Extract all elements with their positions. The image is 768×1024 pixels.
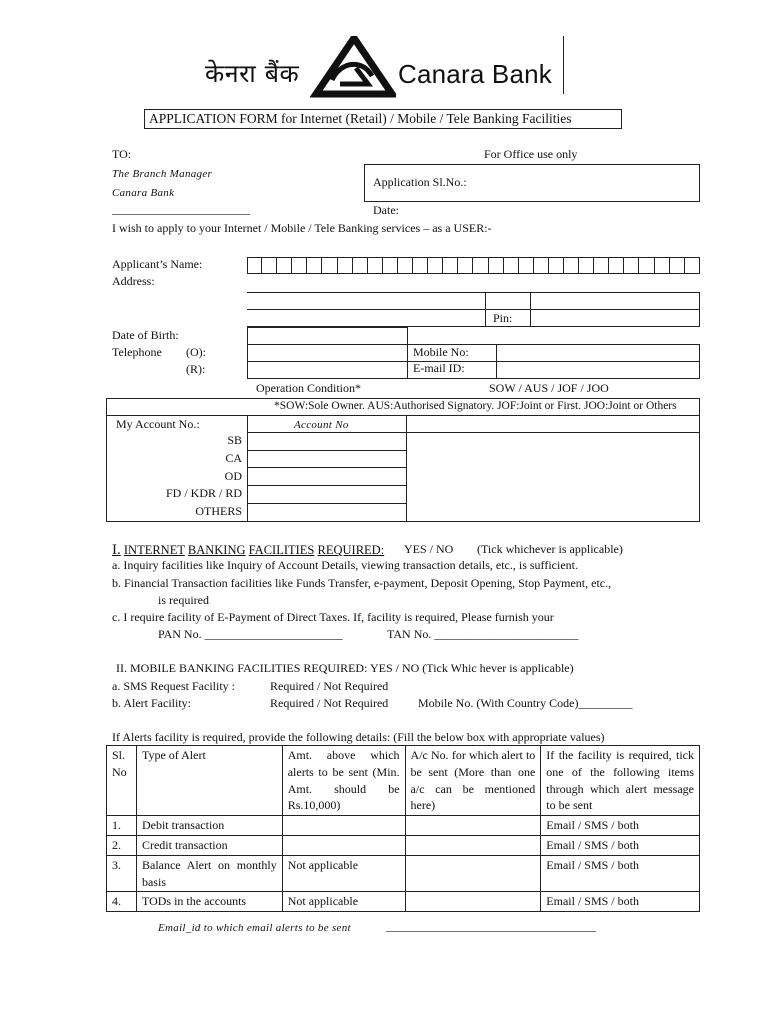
email-alerts-field[interactable]: ___________________________________ [386,919,596,933]
form-title: APPLICATION FORM for Internet (Retail) / Mobile / Tele Banking Facilities [149,111,572,126]
name-char-box[interactable] [247,257,262,274]
alerts-header-tick: If the facility is required, tick one of the following items through which alert message to be sent [541,746,700,816]
name-char-box[interactable] [639,257,654,274]
alerts-row-acno[interactable] [405,892,541,912]
alert-facility-label: b. Alert Facility: [112,696,191,710]
mobile-field[interactable] [496,344,699,361]
alerts-header-row [107,746,700,816]
name-char-box[interactable] [383,257,398,274]
name-char-box[interactable] [443,257,458,274]
name-char-box[interactable] [624,257,639,274]
account-no-field-sb[interactable] [247,432,406,450]
alerts-header-acno: A/c No. for which alert to be sent (More than one a/c can be mentioned here) [405,746,541,816]
alerts-row-channel[interactable]: Email / SMS / both [541,892,700,912]
account-type-od: OD [224,469,242,483]
applicant-name-label: Applicant’s Name: [112,257,203,271]
alerts-header-sl: Sl. No [107,746,137,816]
pan-field[interactable]: PAN No. _______________________ [158,627,343,641]
alerts-row-amt: Not applicable [282,855,405,892]
name-char-box[interactable] [262,257,277,274]
account-no-field-ca[interactable] [247,450,406,467]
applicant-name-grid[interactable] [247,257,700,274]
alerts-row-channel[interactable]: Email / SMS / both [541,855,700,892]
section1-word-banking: BANKING [187,543,246,557]
address-label: Address: [112,274,155,288]
telephone-r-label: (R): [186,362,206,376]
name-char-box[interactable] [338,257,353,274]
section1-yes-no[interactable]: YES / NO [404,542,454,556]
account-no-header: Account No [294,419,349,431]
name-char-box[interactable] [685,257,700,274]
addressee-blank[interactable]: _______________________ [112,202,250,216]
alerts-row-amt[interactable] [282,835,405,855]
application-sl-label: Application Sl.No.: [373,175,467,189]
name-char-box[interactable] [277,257,292,274]
canara-bank-logo-icon [310,36,396,98]
name-char-box[interactable] [307,257,322,274]
section1-tick-note: (Tick whichever is applicable) [477,542,623,556]
name-char-box[interactable] [473,257,488,274]
telephone-o-label: (O): [186,345,206,359]
name-char-box[interactable] [368,257,383,274]
alerts-row-type: Debit transaction [136,816,282,836]
name-char-box[interactable] [413,257,428,274]
operation-condition-label: Operation Condition* [256,381,361,395]
telephone-o-field[interactable] [247,344,407,361]
operation-footnote: *SOW:Sole Owner. AUS:Authorised Signatory. JOF:Joint or First. JOO:Joint or Others [274,400,677,412]
name-char-box[interactable] [594,257,609,274]
account-no-field-od[interactable] [247,467,406,485]
alerts-table [106,745,700,912]
alerts-header-amt: Amt. above which alerts to be sent (Min. Amt. should be Rs.10,000) [282,746,405,816]
name-char-box[interactable] [564,257,579,274]
section1-word-internet: INTERNET [123,543,185,557]
name-char-box[interactable] [609,257,624,274]
name-char-box[interactable] [398,257,413,274]
addressee-line2: Canara Bank [112,187,175,199]
mobile-label: Mobile No: [413,345,469,359]
pin-label: Pin: [493,311,513,325]
logo-english-text: Canara Bank [398,59,552,89]
dob-label: Date of Birth: [112,328,179,342]
section1-item-a: a. Inquiry facilities like Inquiry of Account Details, viewing transaction details, etc., is sufficient. [112,558,578,572]
dob-field[interactable] [247,327,407,344]
email-label: E-mail ID: [413,361,465,375]
email-field[interactable] [496,361,699,378]
alerts-row-sl: 1. [107,816,137,836]
account-no-field-fd[interactable] [247,485,406,503]
my-account-label: My Account No.: [116,417,200,431]
name-char-box[interactable] [353,257,368,274]
table-row [107,835,700,855]
alerts-row-acno[interactable] [405,816,541,836]
alerts-row-sl: 2. [107,835,137,855]
name-char-box[interactable] [549,257,564,274]
account-type-fd: FD / KDR / RD [165,486,242,500]
pin-field[interactable] [530,309,699,326]
name-char-box[interactable] [292,257,307,274]
tan-field[interactable]: TAN No. ________________________ [387,627,579,641]
logo-hindi-text: केनरा बैंक [205,59,300,88]
alert-facility-option[interactable]: Required / Not Required [270,696,389,710]
section2-heading: II. MOBILE BANKING FACILITIES REQUIRED: YES / NO (Tick Whic hever is applicable) [116,661,574,675]
telephone-r-field[interactable] [247,361,407,378]
alerts-row-channel[interactable]: Email / SMS / both [541,816,700,836]
account-type-others: OTHERS [195,504,242,518]
alert-mobile-field[interactable]: Mobile No. (With Country Code)_________ [418,696,633,710]
alerts-row-acno[interactable] [405,855,541,892]
name-char-box[interactable] [534,257,549,274]
to-label: TO: [112,147,132,161]
sms-request-option[interactable]: Required / Not Required [270,679,389,693]
account-type-sb: SB [227,433,242,447]
office-use-label: For Office use only [484,147,578,161]
alerts-row-type: TODs in the accounts [136,892,282,912]
alerts-intro: If Alerts facility is required, provide the following details: (Fill the below box with appropriate values) [112,730,605,744]
name-char-box[interactable] [655,257,670,274]
email-alerts-label: Email_id to which email alerts to be sent [158,922,351,934]
addressee-line1: The Branch Manager [112,168,213,180]
name-char-box[interactable] [519,257,534,274]
section1-item-b2: is required [158,593,209,607]
section1-word-facilities: FACILITIES [248,543,315,557]
name-char-box[interactable] [579,257,594,274]
alerts-row-amt[interactable] [282,816,405,836]
section1-item-b: b. Financial Transaction facilities like Funds Transfer, e-payment, Deposit Opening, Stop Payment, etc., [112,576,612,590]
table-row [107,855,700,892]
operation-condition-options[interactable]: SOW / AUS / JOF / JOO [489,381,609,395]
sms-request-label: a. SMS Request Facility : [112,679,235,693]
account-type-ca: CA [225,451,242,465]
address-field[interactable] [247,292,485,326]
telephone-label: Telephone [112,345,162,359]
name-char-box[interactable] [322,257,337,274]
alerts-row-type: Balance Alert on monthly basis [136,855,282,892]
table-row [107,816,700,836]
table-row [107,892,700,912]
alerts-row-channel[interactable]: Email / SMS / both [541,835,700,855]
name-char-box[interactable] [489,257,504,274]
section1-item-c: c. I require facility of E-Payment of Direct Taxes. If, facility is required, Please furnish your [112,610,554,624]
alerts-row-amt: Not applicable [282,892,405,912]
section1-heading [112,542,384,559]
date-label: Date: [373,203,399,217]
name-char-box[interactable] [504,257,519,274]
section1-number: I. [112,542,121,558]
alerts-header-type: Type of Alert [136,746,282,816]
intro-text: I wish to apply to your Internet / Mobile / Tele Banking services – as a USER:- [112,221,492,235]
name-char-box[interactable] [670,257,685,274]
header-divider [563,36,564,94]
alerts-row-acno[interactable] [405,835,541,855]
name-char-box[interactable] [458,257,473,274]
alerts-row-type: Credit transaction [136,835,282,855]
alerts-row-sl: 3. [107,855,137,892]
account-no-field-others[interactable] [247,503,406,522]
alerts-row-sl: 4. [107,892,137,912]
name-char-box[interactable] [428,257,443,274]
section1-word-required: REQUIRED: [317,543,385,557]
